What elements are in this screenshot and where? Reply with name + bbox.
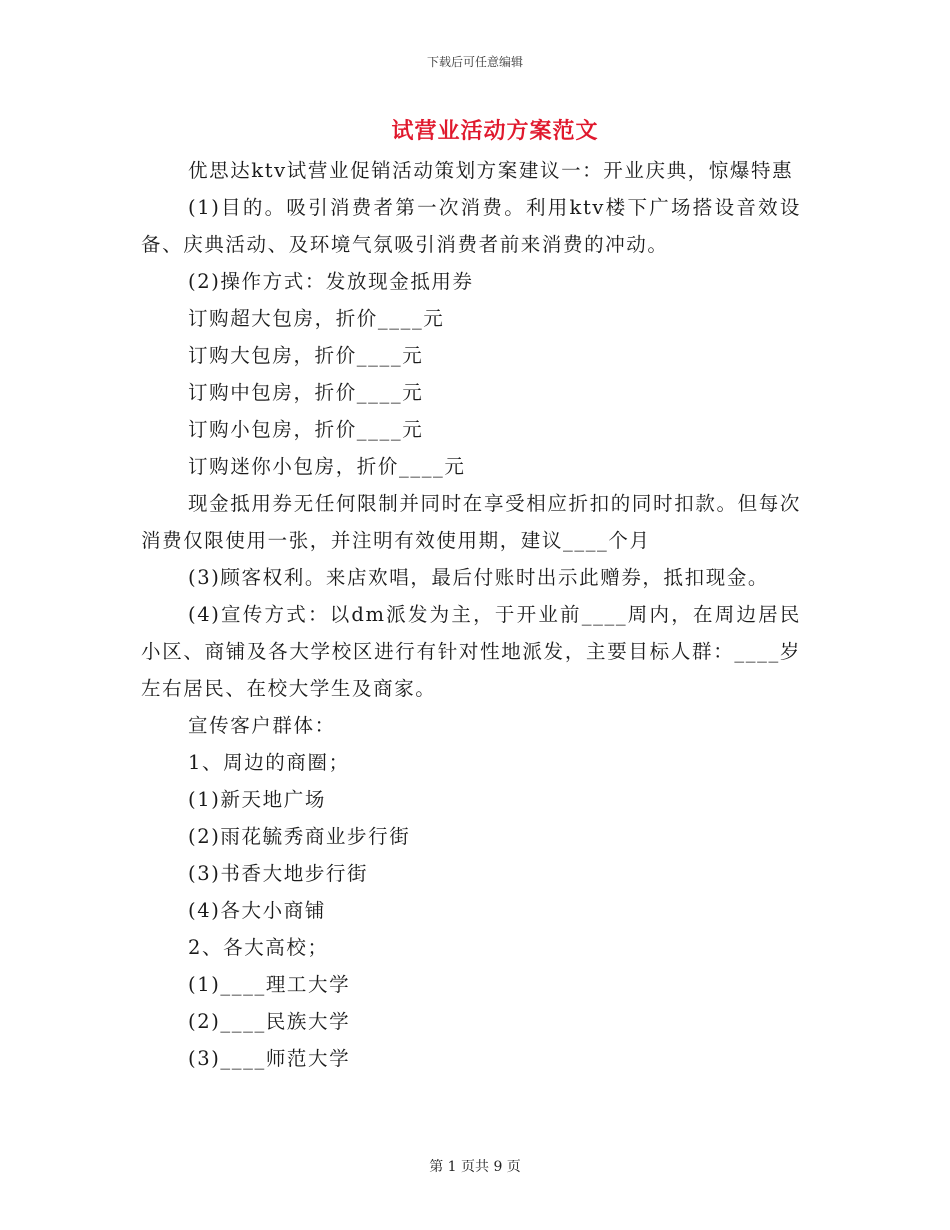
paragraph: (4)宣传方式：以dm派发为主，于开业前____周内，在周边居民小区、商铺及各大学校区进行有针对性地派发，主要目标人群：____岁左右居民、在校大学生及商家。 xyxy=(141,603,801,700)
paragraph: (2)雨花毓秀商业步行街 xyxy=(188,825,411,848)
paragraph: (1)目的。吸引消费者第一次消费。利用ktv楼下广场搭设音效设备、庆典活动、及环境气氛吸引消费者前来消费的冲动。 xyxy=(141,196,801,256)
paragraph: 宣传客户群体： xyxy=(188,714,336,737)
paragraph: (4)各大小商铺 xyxy=(188,899,326,922)
paragraph: 订购小包房，折价____元 xyxy=(188,418,424,441)
paragraph: (1)____理工大学 xyxy=(188,973,351,996)
paragraph: (3)顾客权利。来店欢唱，最后付账时出示此赠券，抵扣现金。 xyxy=(188,566,770,589)
paragraph: 1、周边的商圈； xyxy=(188,751,350,774)
page-number-footer: 第 1 页共 9 页 xyxy=(429,1159,521,1175)
paragraph: (3)书香大地步行街 xyxy=(188,862,369,885)
paragraph: 订购超大包房，折价____元 xyxy=(188,307,445,330)
paragraph: 2、各大高校； xyxy=(188,936,329,959)
paragraph: 优思达ktv试营业促销活动策划方案建议一：开业庆典，惊爆特惠 xyxy=(188,159,794,182)
paragraph: 订购大包房，折价____元 xyxy=(188,344,424,367)
document-body xyxy=(141,152,801,1077)
paragraph: 订购中包房，折价____元 xyxy=(188,381,424,404)
document-title: 试营业活动方案范文 xyxy=(391,118,599,144)
paragraph: (2)操作方式：发放现金抵用券 xyxy=(188,270,474,293)
paragraph: 订购迷你小包房，折价____元 xyxy=(188,455,466,478)
paragraph: (1)新天地广场 xyxy=(188,788,326,811)
paragraph: (2)____民族大学 xyxy=(188,1010,351,1033)
header-note: 下载后可任意编辑 xyxy=(426,55,523,69)
paragraph: (3)____师范大学 xyxy=(188,1047,351,1070)
paragraph: 现金抵用券无任何限制并同时在享受相应折扣的同时扣款。但每次消费仅限使用一张，并注明有效使用期，建议____个月 xyxy=(141,492,801,552)
